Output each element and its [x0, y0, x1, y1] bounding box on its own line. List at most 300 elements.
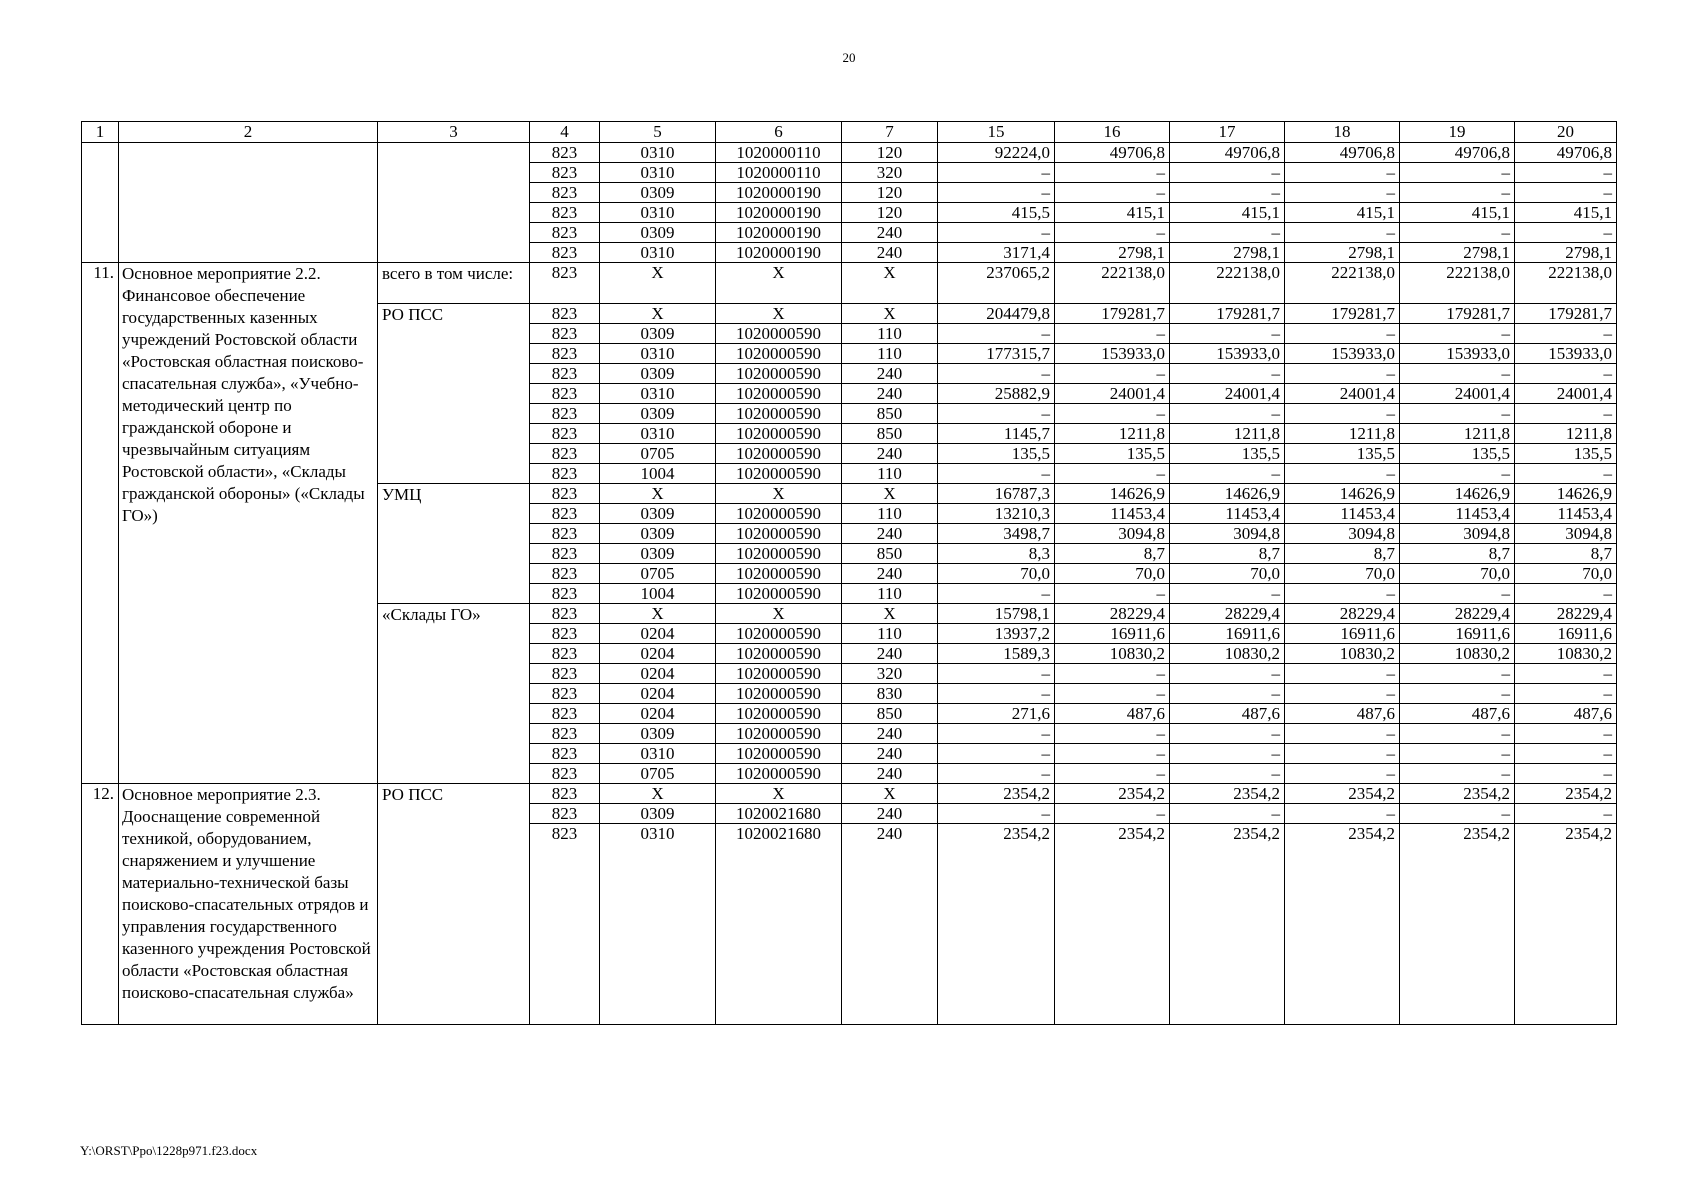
amount-cell: – [938, 584, 1055, 604]
code-cell: 823 [530, 624, 600, 644]
amount-cell: 135,5 [1055, 444, 1170, 464]
amount-cell: 16787,3 [938, 484, 1055, 504]
column-header: 5 [600, 122, 716, 143]
amount-cell: 2798,1 [1515, 243, 1617, 263]
amount-cell: 179281,7 [1285, 304, 1400, 324]
amount-cell: 153933,0 [1055, 344, 1170, 364]
column-header: 6 [716, 122, 842, 143]
amount-cell: – [938, 163, 1055, 183]
amount-cell: 2354,2 [1170, 824, 1285, 1025]
amount-cell: – [1170, 804, 1285, 824]
code-cell: 1020000590 [716, 384, 842, 404]
code-cell: 240 [842, 824, 938, 1025]
column-header: 3 [378, 122, 530, 143]
amount-cell: – [1055, 584, 1170, 604]
amount-cell: 1211,8 [1170, 424, 1285, 444]
amount-cell: 24001,4 [1055, 384, 1170, 404]
amount-cell: 237065,2 [938, 263, 1055, 304]
amount-cell: – [1400, 584, 1515, 604]
code-cell: 823 [530, 724, 600, 744]
code-cell: 0309 [600, 324, 716, 344]
code-cell: 823 [530, 544, 600, 564]
column-header: 16 [1055, 122, 1170, 143]
column-header: 17 [1170, 122, 1285, 143]
amount-cell: 153933,0 [1285, 344, 1400, 364]
amount-cell: – [1285, 744, 1400, 764]
code-cell: 1020000590 [716, 464, 842, 484]
amount-cell: 28229,4 [1055, 604, 1170, 624]
amount-cell: – [938, 183, 1055, 203]
amount-cell: – [1055, 764, 1170, 784]
code-cell: 0204 [600, 684, 716, 704]
amount-cell: – [1400, 223, 1515, 243]
amount-cell: 179281,7 [1055, 304, 1170, 324]
amount-cell: – [1400, 664, 1515, 684]
row-number: 11. [82, 263, 119, 784]
amount-cell: – [1400, 404, 1515, 424]
code-cell: Х [842, 304, 938, 324]
amount-cell: 8,7 [1170, 544, 1285, 564]
amount-cell: – [1515, 744, 1617, 764]
code-cell: Х [600, 484, 716, 504]
code-cell: 320 [842, 664, 938, 684]
amount-cell: – [938, 684, 1055, 704]
amount-cell: 92224,0 [938, 143, 1055, 163]
code-cell: 0310 [600, 243, 716, 263]
executor-label: всего в том числе: [378, 263, 530, 304]
code-cell: 823 [530, 704, 600, 724]
code-cell: 0309 [600, 544, 716, 564]
amount-cell: 70,0 [1055, 564, 1170, 584]
amount-cell: – [938, 724, 1055, 744]
code-cell: Х [600, 784, 716, 804]
amount-cell: 28229,4 [1170, 604, 1285, 624]
code-cell: 1020000190 [716, 183, 842, 203]
amount-cell: 11453,4 [1170, 504, 1285, 524]
amount-cell: 415,1 [1400, 203, 1515, 223]
amount-cell: 153933,0 [1170, 344, 1285, 364]
column-header: 20 [1515, 122, 1617, 143]
amount-cell: – [1400, 163, 1515, 183]
code-cell: 0309 [600, 504, 716, 524]
amount-cell: 28229,4 [1400, 604, 1515, 624]
code-cell: 823 [530, 203, 600, 223]
table-row [82, 784, 1617, 804]
amount-cell: 70,0 [1170, 564, 1285, 584]
code-cell: 1020000590 [716, 624, 842, 644]
amount-cell: – [1515, 324, 1617, 344]
amount-cell: – [1285, 804, 1400, 824]
code-cell: Х [716, 604, 842, 624]
amount-cell: 8,3 [938, 544, 1055, 564]
code-cell: 823 [530, 564, 600, 584]
code-cell: 823 [530, 584, 600, 604]
code-cell: Х [600, 604, 716, 624]
amount-cell: 10830,2 [1400, 644, 1515, 664]
amount-cell: 10830,2 [1055, 644, 1170, 664]
amount-cell: 24001,4 [1515, 384, 1617, 404]
amount-cell: – [1285, 764, 1400, 784]
amount-cell: 28229,4 [1285, 604, 1400, 624]
amount-cell: – [1170, 364, 1285, 384]
amount-cell: 10830,2 [1515, 644, 1617, 664]
column-header: 15 [938, 122, 1055, 143]
code-cell: 120 [842, 183, 938, 203]
amount-cell: – [1400, 724, 1515, 744]
amount-cell: – [1285, 664, 1400, 684]
amount-cell: 49706,8 [1400, 143, 1515, 163]
code-cell: Х [842, 784, 938, 804]
code-cell: 0705 [600, 564, 716, 584]
amount-cell: – [1055, 163, 1170, 183]
amount-cell: 8,7 [1400, 544, 1515, 564]
code-cell: 1004 [600, 464, 716, 484]
amount-cell: – [1285, 404, 1400, 424]
amount-cell: 70,0 [1400, 564, 1515, 584]
amount-cell: – [1515, 724, 1617, 744]
code-cell: 1020000110 [716, 143, 842, 163]
code-cell: 1020000590 [716, 564, 842, 584]
amount-cell: – [938, 404, 1055, 424]
code-cell: 0204 [600, 624, 716, 644]
code-cell: 0204 [600, 644, 716, 664]
amount-cell: 25882,9 [938, 384, 1055, 404]
amount-cell: 135,5 [1515, 444, 1617, 464]
amount-cell: 14626,9 [1170, 484, 1285, 504]
code-cell: Х [842, 263, 938, 304]
amount-cell: – [1055, 364, 1170, 384]
code-cell: 110 [842, 344, 938, 364]
code-cell: 120 [842, 143, 938, 163]
code-cell: 1020000590 [716, 704, 842, 724]
amount-cell: – [1285, 584, 1400, 604]
amount-cell: – [1285, 183, 1400, 203]
amount-cell: 10830,2 [1170, 644, 1285, 664]
code-cell: Х [842, 484, 938, 504]
amount-cell: – [1515, 764, 1617, 784]
amount-cell: 3094,8 [1400, 524, 1515, 544]
amount-cell: 14626,9 [1515, 484, 1617, 504]
code-cell: Х [716, 784, 842, 804]
amount-cell: 1145,7 [938, 424, 1055, 444]
code-cell: 1020021680 [716, 804, 842, 824]
code-cell: 240 [842, 564, 938, 584]
amount-cell: 1589,3 [938, 644, 1055, 664]
code-cell: 1020000590 [716, 664, 842, 684]
code-cell: 240 [842, 524, 938, 544]
amount-cell: 2354,2 [1285, 784, 1400, 804]
executor-label: РО ПСС [378, 784, 530, 1025]
code-cell: 0310 [600, 344, 716, 364]
code-cell: Х [842, 604, 938, 624]
amount-cell: – [1170, 724, 1285, 744]
code-cell: 120 [842, 203, 938, 223]
amount-cell: 2354,2 [1515, 824, 1617, 1025]
amount-cell: 28229,4 [1515, 604, 1617, 624]
code-cell: 1020000590 [716, 724, 842, 744]
amount-cell: – [938, 223, 1055, 243]
amount-cell: 222138,0 [1285, 263, 1400, 304]
code-cell: 1020000590 [716, 504, 842, 524]
amount-cell: 2798,1 [1285, 243, 1400, 263]
amount-cell: 10830,2 [1285, 644, 1400, 664]
code-cell: 823 [530, 304, 600, 324]
code-cell: 0310 [600, 143, 716, 163]
amount-cell: 487,6 [1055, 704, 1170, 724]
code-cell: 240 [842, 223, 938, 243]
amount-cell: 16911,6 [1400, 624, 1515, 644]
code-cell: 823 [530, 784, 600, 804]
amount-cell: – [1400, 183, 1515, 203]
amount-cell: – [1170, 744, 1285, 764]
amount-cell: 49706,8 [1515, 143, 1617, 163]
amount-cell: 11453,4 [1285, 504, 1400, 524]
column-header: 4 [530, 122, 600, 143]
amount-cell: 49706,8 [1055, 143, 1170, 163]
amount-cell: 49706,8 [1170, 143, 1285, 163]
code-cell: 240 [842, 804, 938, 824]
code-cell: 1020000590 [716, 364, 842, 384]
amount-cell: 15798,1 [938, 604, 1055, 624]
code-cell: 823 [530, 464, 600, 484]
amount-cell: – [1170, 464, 1285, 484]
column-header: 7 [842, 122, 938, 143]
code-cell: 1020000590 [716, 404, 842, 424]
code-cell: 1020000590 [716, 444, 842, 464]
amount-cell: 222138,0 [1170, 263, 1285, 304]
amount-cell: 24001,4 [1400, 384, 1515, 404]
code-cell: 850 [842, 704, 938, 724]
amount-cell: – [1515, 804, 1617, 824]
code-cell: 823 [530, 183, 600, 203]
code-cell: Х [600, 263, 716, 304]
amount-cell: – [938, 364, 1055, 384]
amount-cell: – [1055, 183, 1170, 203]
amount-cell: 415,1 [1285, 203, 1400, 223]
code-cell: 1020000590 [716, 344, 842, 364]
amount-cell: – [1285, 163, 1400, 183]
code-cell: 110 [842, 464, 938, 484]
amount-cell: 3171,4 [938, 243, 1055, 263]
amount-cell: – [1170, 183, 1285, 203]
amount-cell: 1211,8 [1055, 424, 1170, 444]
amount-cell: 487,6 [1170, 704, 1285, 724]
amount-cell: – [938, 664, 1055, 684]
code-cell: 823 [530, 143, 600, 163]
amount-cell: 153933,0 [1515, 344, 1617, 364]
amount-cell: – [1170, 163, 1285, 183]
code-cell: 0705 [600, 764, 716, 784]
amount-cell: – [938, 464, 1055, 484]
code-cell: 0310 [600, 384, 716, 404]
code-cell: 823 [530, 364, 600, 384]
amount-cell: 2354,2 [1055, 784, 1170, 804]
code-cell: 240 [842, 364, 938, 384]
amount-cell: – [938, 744, 1055, 764]
code-cell: 823 [530, 424, 600, 444]
amount-cell: 13937,2 [938, 624, 1055, 644]
amount-cell: 2798,1 [1400, 243, 1515, 263]
amount-cell: – [1055, 664, 1170, 684]
code-cell: 850 [842, 424, 938, 444]
page-number: 20 [842, 50, 856, 65]
amount-cell: – [1515, 584, 1617, 604]
amount-cell: 2354,2 [938, 784, 1055, 804]
amount-cell: – [938, 764, 1055, 784]
code-cell: 1020000590 [716, 684, 842, 704]
amount-cell: – [1170, 324, 1285, 344]
amount-cell: 1211,8 [1285, 424, 1400, 444]
code-cell: 823 [530, 404, 600, 424]
code-cell: 823 [530, 444, 600, 464]
code-cell: 823 [530, 243, 600, 263]
amount-cell: 2354,2 [1400, 824, 1515, 1025]
amount-cell: – [1515, 364, 1617, 384]
amount-cell: 415,1 [1055, 203, 1170, 223]
code-cell: 823 [530, 324, 600, 344]
amount-cell: 1211,8 [1400, 424, 1515, 444]
code-cell: 0309 [600, 404, 716, 424]
code-cell: 320 [842, 163, 938, 183]
code-cell: Х [716, 484, 842, 504]
code-cell: 0309 [600, 724, 716, 744]
table-row [82, 263, 1617, 304]
code-cell: 823 [530, 223, 600, 243]
amount-cell: – [1170, 684, 1285, 704]
executor-label: УМЦ [378, 484, 530, 604]
amount-cell: 14626,9 [1400, 484, 1515, 504]
code-cell: 850 [842, 544, 938, 564]
code-cell: 0310 [600, 424, 716, 444]
code-cell: 823 [530, 804, 600, 824]
amount-cell: 16911,6 [1055, 624, 1170, 644]
amount-cell: – [938, 324, 1055, 344]
code-cell: 1020000590 [716, 584, 842, 604]
amount-cell: – [1055, 724, 1170, 744]
amount-cell: 3094,8 [1515, 524, 1617, 544]
amount-cell: 179281,7 [1400, 304, 1515, 324]
amount-cell: 415,1 [1515, 203, 1617, 223]
amount-cell: – [1170, 584, 1285, 604]
amount-cell: 177315,7 [938, 344, 1055, 364]
amount-cell: – [1400, 364, 1515, 384]
code-cell: 1020000110 [716, 163, 842, 183]
amount-cell: – [938, 804, 1055, 824]
code-cell: 0705 [600, 444, 716, 464]
code-cell: 0310 [600, 203, 716, 223]
amount-cell: 2354,2 [1400, 784, 1515, 804]
code-cell: 1004 [600, 584, 716, 604]
code-cell: 850 [842, 404, 938, 424]
activity-name: Основное мероприятие 2.3. Дооснащение современной техникой, оборудованием, снаряжением и улучшение материально-технической базы поисково-спасательных отрядов и управления государственного казенного учреждения Ростовской области «Ростовская областная поисково-спасательная служба» [119, 784, 378, 1025]
executor-label: РО ПСС [378, 304, 530, 484]
code-cell: 110 [842, 504, 938, 524]
amount-cell: 8,7 [1515, 544, 1617, 564]
code-cell: 823 [530, 604, 600, 624]
code-cell: 823 [530, 644, 600, 664]
row-number: 12. [82, 784, 119, 1025]
code-cell: 823 [530, 764, 600, 784]
table-row [82, 143, 1617, 163]
amount-cell: 24001,4 [1170, 384, 1285, 404]
amount-cell: – [1170, 404, 1285, 424]
amount-cell: – [1285, 724, 1400, 744]
code-cell: 823 [530, 744, 600, 764]
amount-cell: 153933,0 [1400, 344, 1515, 364]
amount-cell: 179281,7 [1515, 304, 1617, 324]
amount-cell: – [1400, 804, 1515, 824]
code-cell: 1020000590 [716, 744, 842, 764]
amount-cell: – [1400, 764, 1515, 784]
amount-cell: – [1515, 684, 1617, 704]
code-cell: 0309 [600, 804, 716, 824]
amount-cell: – [1400, 464, 1515, 484]
amount-cell: 2354,2 [1285, 824, 1400, 1025]
amount-cell: – [1285, 464, 1400, 484]
code-cell: 0309 [600, 524, 716, 544]
amount-cell: 222138,0 [1515, 263, 1617, 304]
column-header: 19 [1400, 122, 1515, 143]
amount-cell: – [1400, 684, 1515, 704]
amount-cell: 135,5 [938, 444, 1055, 464]
amount-cell: – [1515, 163, 1617, 183]
amount-cell: – [1515, 464, 1617, 484]
code-cell: 240 [842, 724, 938, 744]
executor-cell [378, 143, 530, 263]
amount-cell: 1211,8 [1515, 424, 1617, 444]
column-header: 1 [82, 122, 119, 143]
amount-cell: 135,5 [1400, 444, 1515, 464]
code-cell: 0310 [600, 824, 716, 1025]
amount-cell: 3094,8 [1285, 524, 1400, 544]
footer-file-path: Y:\ORST\Ppo\1228p971.f23.docx [80, 1143, 258, 1158]
activity-name: Основное мероприятие 2.2. Финансовое обеспечение государственных казенных учреждений Ростовской области «Ростовская областная поисково-спасательная служба», «Учебно-методический центр по гражданской обороне и чрезвычайным ситуациям Ростовской области», «Склады гражданской обороны» («Склады ГО») [119, 263, 378, 784]
code-cell: 110 [842, 584, 938, 604]
amount-cell: 222138,0 [1055, 263, 1170, 304]
code-cell: 823 [530, 163, 600, 183]
code-cell: 1020000190 [716, 243, 842, 263]
amount-cell: 8,7 [1055, 544, 1170, 564]
amount-cell: – [1515, 404, 1617, 424]
amount-cell: – [1285, 223, 1400, 243]
amount-cell: – [1170, 664, 1285, 684]
code-cell: 240 [842, 243, 938, 263]
code-cell: 823 [530, 504, 600, 524]
amount-cell: 16911,6 [1285, 624, 1400, 644]
code-cell: 1020000590 [716, 424, 842, 444]
code-cell: 0309 [600, 364, 716, 384]
amount-cell: – [1285, 324, 1400, 344]
amount-cell: – [1515, 223, 1617, 243]
code-cell: 823 [530, 664, 600, 684]
code-cell: 110 [842, 624, 938, 644]
amount-cell: 2354,2 [1515, 784, 1617, 804]
budget-table [81, 121, 1617, 1025]
amount-cell: – [1055, 684, 1170, 704]
amount-cell: – [1285, 364, 1400, 384]
code-cell: 1020000190 [716, 223, 842, 243]
amount-cell: – [1055, 404, 1170, 424]
amount-cell: 70,0 [1515, 564, 1617, 584]
amount-cell: – [1055, 804, 1170, 824]
amount-cell: – [1055, 744, 1170, 764]
executor-label: «Склады ГО» [378, 604, 530, 784]
amount-cell: 487,6 [1285, 704, 1400, 724]
code-cell: 1020000590 [716, 764, 842, 784]
amount-cell: 8,7 [1285, 544, 1400, 564]
amount-cell: 16911,6 [1515, 624, 1617, 644]
amount-cell: 487,6 [1400, 704, 1515, 724]
